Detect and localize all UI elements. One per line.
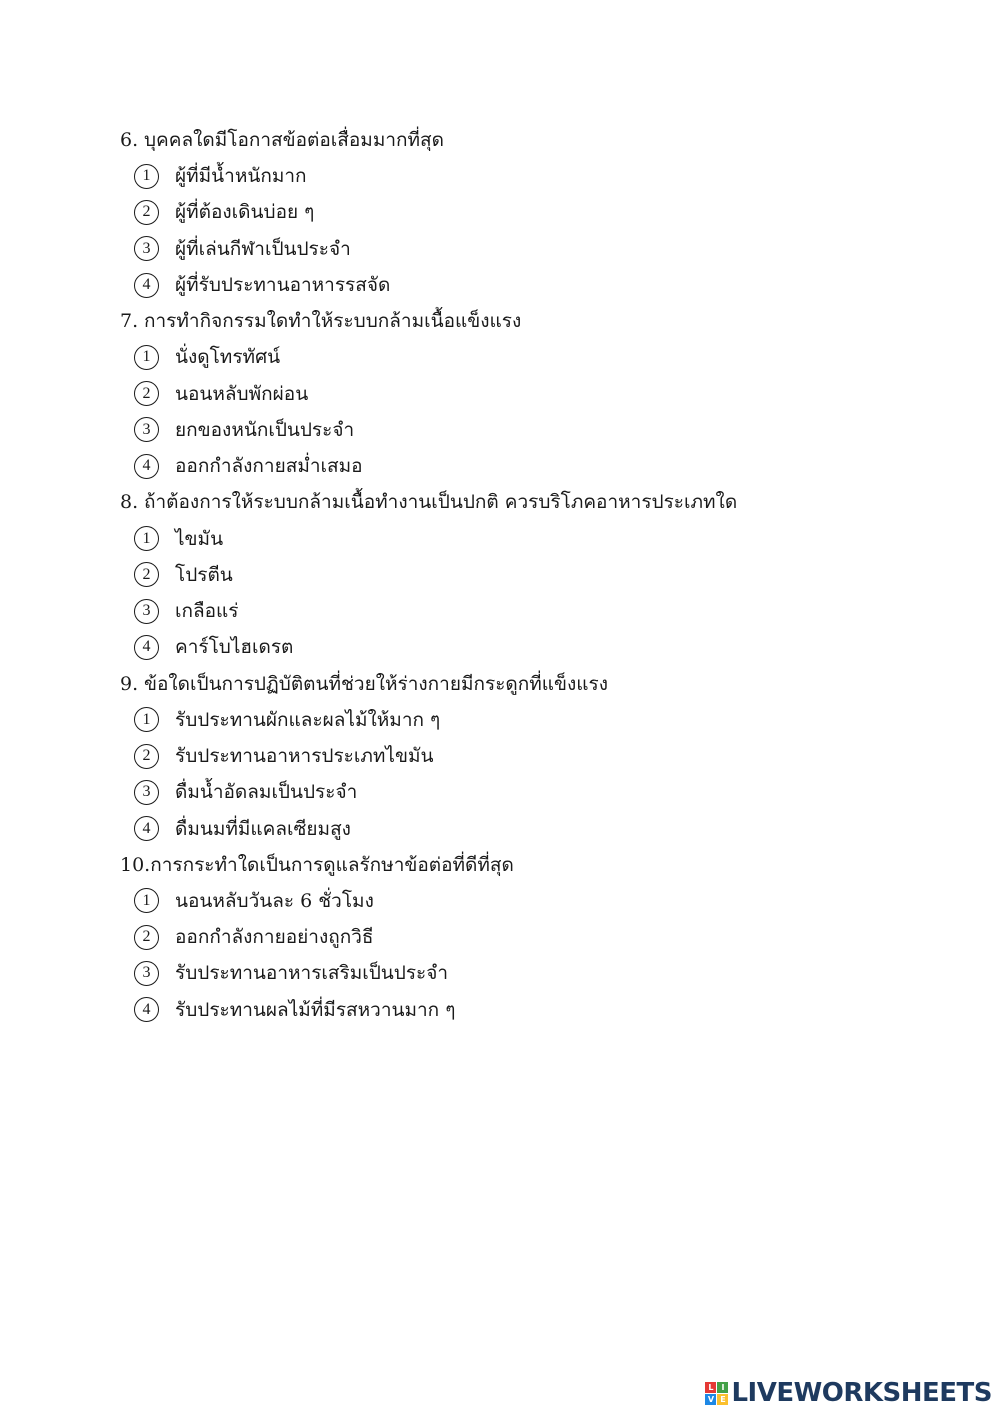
choice-circle[interactable]: 4 (134, 273, 159, 298)
choice-circle[interactable]: 2 (134, 562, 159, 587)
question-text (120, 666, 940, 702)
choice-circle[interactable]: 2 (134, 744, 159, 769)
choice-label: ออกกำลังกายอย่างถูกวิธี (175, 926, 374, 949)
question-6 (120, 122, 940, 303)
choice-label: รับประทานอาหารเสริมเป็นประจำ (175, 962, 449, 985)
choice-option[interactable] (120, 774, 940, 810)
logo-letter: L (705, 1382, 716, 1393)
choice-circle[interactable]: 1 (134, 345, 159, 370)
logo-letter: E (717, 1394, 728, 1405)
choice-circle[interactable]: 3 (134, 961, 159, 986)
choice-label: ดื่มน้ำอัดลมเป็นประจำ (175, 781, 358, 804)
choice-label: ดื่มนมที่มีแคลเซียมสูง (175, 817, 351, 840)
logo-letter: V (705, 1394, 716, 1405)
choice-option[interactable] (120, 267, 940, 303)
choice-label: ยกของหนักเป็นประจำ (175, 418, 355, 441)
choice-option[interactable] (120, 194, 940, 230)
choice-label: ออกกำลังกายสม่ำเสมอ (175, 455, 363, 478)
choice-option[interactable] (120, 810, 940, 846)
question-number: 8. (120, 491, 139, 514)
choice-label: นั่งดูโทรทัศน์ (175, 346, 281, 369)
choice-circle[interactable]: 2 (134, 925, 159, 950)
choice-label: นอนหลับวันละ 6 ชั่วโมง (175, 889, 374, 912)
choice-label: ผู้ที่เล่นกีฬาเป็นประจำ (175, 237, 351, 260)
choice-circle[interactable]: 1 (134, 888, 159, 913)
liveworksheets-branding (705, 1378, 992, 1408)
choice-circle[interactable]: 3 (134, 780, 159, 805)
choice-circle[interactable]: 4 (134, 816, 159, 841)
choice-option[interactable] (120, 412, 940, 448)
choice-label: คาร์โบไฮเดรต (175, 636, 294, 659)
choice-circle[interactable]: 1 (134, 707, 159, 732)
choice-circle[interactable]: 3 (134, 599, 159, 624)
choice-label: นอนหลับพักผ่อน (175, 382, 309, 405)
choice-circle[interactable]: 3 (134, 236, 159, 261)
question-text (120, 484, 940, 520)
question-number: 6. (120, 129, 139, 151)
question-prompt: ถ้าต้องการให้ระบบกล้ามเนื้อทำงานเป็นปกติ ควรบริโภคอาหารประเภทใด (144, 491, 738, 514)
choice-label: ผู้ที่มีน้ำหนักมาก (175, 165, 307, 188)
choice-option[interactable] (120, 702, 940, 738)
choice-option[interactable] (120, 738, 940, 774)
choice-circle[interactable]: 1 (134, 526, 159, 551)
logo-letter: I (717, 1382, 728, 1393)
choice-label: ผู้ที่รับประทานอาหารรสจัด (175, 274, 391, 297)
question-number: 7. (120, 310, 139, 333)
question-number: 9. (120, 672, 139, 695)
choice-option[interactable] (120, 557, 940, 593)
choice-option[interactable] (120, 520, 940, 556)
question-prompt: บุคคลใดมีโอกาสข้อต่อเสื่อมมากที่สุด (144, 129, 444, 151)
choice-circle[interactable]: 4 (134, 454, 159, 479)
choice-option[interactable] (120, 955, 940, 991)
question-7 (120, 303, 940, 484)
choice-option[interactable] (120, 448, 940, 484)
choice-circle[interactable]: 2 (134, 200, 159, 225)
question-text (120, 122, 940, 158)
question-prompt: ข้อใดเป็นการปฏิบัติตนที่ช่วยให้ร่างกายมีกระดูกที่แข็งแรง (144, 672, 609, 695)
question-8 (120, 484, 940, 665)
choice-label: โปรตีน (175, 563, 233, 586)
liveworksheets-logo-icon (705, 1382, 728, 1405)
question-number: 10. (120, 853, 151, 876)
choice-circle[interactable]: 3 (134, 417, 159, 442)
choice-option[interactable] (120, 919, 940, 955)
choice-option[interactable] (120, 992, 940, 1028)
choice-option[interactable] (120, 883, 940, 919)
question-prompt: การทำกิจกรรมใดทำให้ระบบกล้ามเนื้อแข็งแรง (144, 310, 522, 333)
question-prompt: การกระทำใดเป็นการดูแลรักษาข้อต่อที่ดีที่สุด (150, 853, 514, 876)
question-9 (120, 666, 940, 847)
choice-circle[interactable]: 4 (134, 635, 159, 660)
choice-label: รับประทานผลไม้ที่มีรสหวานมาก ๆ (175, 998, 456, 1021)
choice-option[interactable] (120, 375, 940, 411)
choice-label: เกลือแร่ (175, 600, 239, 623)
choice-option[interactable] (120, 231, 940, 267)
choice-circle[interactable]: 2 (134, 381, 159, 406)
choice-circle[interactable]: 1 (134, 164, 159, 189)
brand-name: LIVEWORKSHEETS (731, 1378, 992, 1408)
choice-option[interactable] (120, 339, 940, 375)
choice-label: ไขมัน (175, 527, 224, 550)
choice-option[interactable] (120, 629, 940, 665)
choice-option[interactable] (120, 158, 940, 194)
choice-label: รับประทานอาหารประเภทไขมัน (175, 745, 434, 767)
question-10 (120, 847, 940, 1028)
question-text (120, 303, 940, 339)
choice-label: ผู้ที่ต้องเดินบ่อย ๆ (175, 201, 315, 224)
choice-circle[interactable]: 4 (134, 997, 159, 1022)
worksheet (120, 122, 940, 1028)
choice-option[interactable] (120, 593, 940, 629)
choice-label: รับประทานผักและผลไม้ให้มาก ๆ (175, 708, 441, 731)
question-text (120, 847, 940, 883)
